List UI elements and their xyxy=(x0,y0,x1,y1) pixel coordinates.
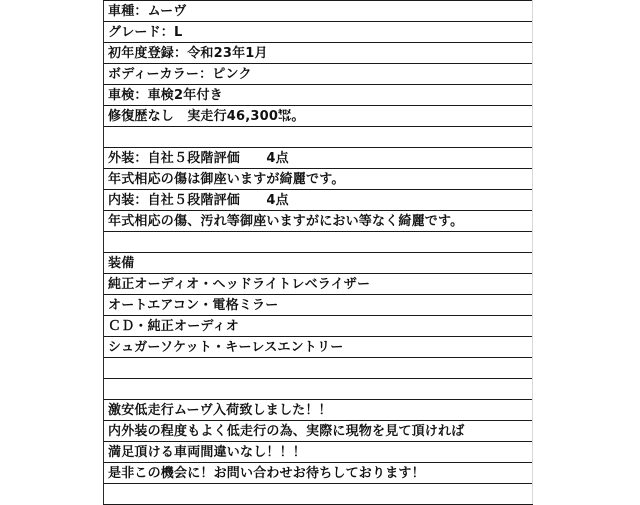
table-cell-equipment-2 xyxy=(104,295,533,316)
table-cell-promo-1 xyxy=(104,400,533,421)
table-cell-equipment-heading xyxy=(104,253,533,274)
table-cell-promo-4 xyxy=(104,463,533,484)
table-row xyxy=(104,190,533,211)
table-cell-spacer-1 xyxy=(104,127,533,148)
table-row xyxy=(104,358,533,379)
cell-text-interior-note: 年式相応の傷、汚れ等御座いますがにおい等なく綺麗です。 xyxy=(108,213,464,229)
cell-text-history-mileage: 修復歴なし 実走行46,300㌖。 xyxy=(108,108,305,124)
vehicle-listing-table xyxy=(103,0,533,505)
table-row xyxy=(104,64,533,85)
cell-text-grade: グレード：L xyxy=(108,24,183,40)
table-cell-equipment-1 xyxy=(104,274,533,295)
cell-text-body-color: ボディーカラー：ピンク xyxy=(108,66,252,82)
cell-text-promo-2: 内外装の程度もよく低走行の為、実際に現物を見て頂ければ xyxy=(108,423,465,439)
cell-text-promo-4: 是非この機会に！お問い合わせお待ちしております！ xyxy=(108,465,425,481)
table-cell-first-registration xyxy=(104,43,533,64)
table-cell-equipment-4 xyxy=(104,337,533,358)
cell-text-exterior-note: 年式相応の傷は御座いますが綺麗です。 xyxy=(108,171,345,187)
table-cell-equipment-3 xyxy=(104,316,533,337)
table-row xyxy=(104,127,533,148)
cell-text-equipment-4: シュガーソケット・キーレスエントリー xyxy=(108,339,344,355)
table-row xyxy=(104,274,533,295)
cell-text-equipment-1: 純正オーディオ・ヘッドライトレベライザー xyxy=(108,276,371,292)
table-row xyxy=(104,484,533,505)
table-cell-inspection xyxy=(104,85,533,106)
cell-text-exterior-rating: 外装：自社５段階評価 4点 xyxy=(108,150,289,166)
table-cell-exterior-rating xyxy=(104,148,533,169)
table-cell-interior-rating xyxy=(104,190,533,211)
table-row xyxy=(104,442,533,463)
table-row xyxy=(104,22,533,43)
cell-text-equipment-3: ＣＤ・純正オーディオ xyxy=(108,318,239,334)
table-cell-spacer-5 xyxy=(104,484,533,505)
table-row xyxy=(104,169,533,190)
table-cell-promo-2 xyxy=(104,421,533,442)
cell-text-equipment-2: オートエアコン・電格ミラー xyxy=(108,297,279,313)
table-row xyxy=(104,337,533,358)
table-cell-promo-3 xyxy=(104,442,533,463)
table-cell-exterior-note xyxy=(104,169,533,190)
cell-text-model: 車種：ムーヴ xyxy=(108,3,187,19)
table-row xyxy=(104,1,533,22)
table-row xyxy=(104,253,533,274)
table-row xyxy=(104,379,533,400)
vehicle-listing-table-body xyxy=(104,1,533,505)
table-cell-spacer-3 xyxy=(104,358,533,379)
table-row xyxy=(104,463,533,484)
table-cell-grade xyxy=(104,22,533,43)
table-cell-history-mileage xyxy=(104,106,533,127)
table-row xyxy=(104,316,533,337)
cell-text-inspection: 車検：車検2年付き xyxy=(108,87,223,103)
cell-text-equipment-heading: 装備 xyxy=(108,255,135,271)
table-row xyxy=(104,43,533,64)
table-row xyxy=(104,295,533,316)
table-cell-body-color xyxy=(104,64,533,85)
cell-text-first-registration: 初年度登録：令和23年1月 xyxy=(108,45,268,61)
table-cell-interior-note xyxy=(104,211,533,232)
table-row xyxy=(104,421,533,442)
cell-text-promo-3: 満足頂ける車両間違いなし！！！ xyxy=(108,444,307,460)
table-row xyxy=(104,85,533,106)
table-cell-model xyxy=(104,1,533,22)
table-row xyxy=(104,148,533,169)
cell-text-promo-1: 激安低走行ムーヴ入荷致しました！！ xyxy=(108,402,332,418)
table-row xyxy=(104,106,533,127)
table-cell-spacer-4 xyxy=(104,379,533,400)
table-cell-spacer-2 xyxy=(104,232,533,253)
table-row xyxy=(104,211,533,232)
table-row xyxy=(104,232,533,253)
table-row xyxy=(104,400,533,421)
cell-text-interior-rating: 内装：自社５段階評価 4点 xyxy=(108,192,289,208)
